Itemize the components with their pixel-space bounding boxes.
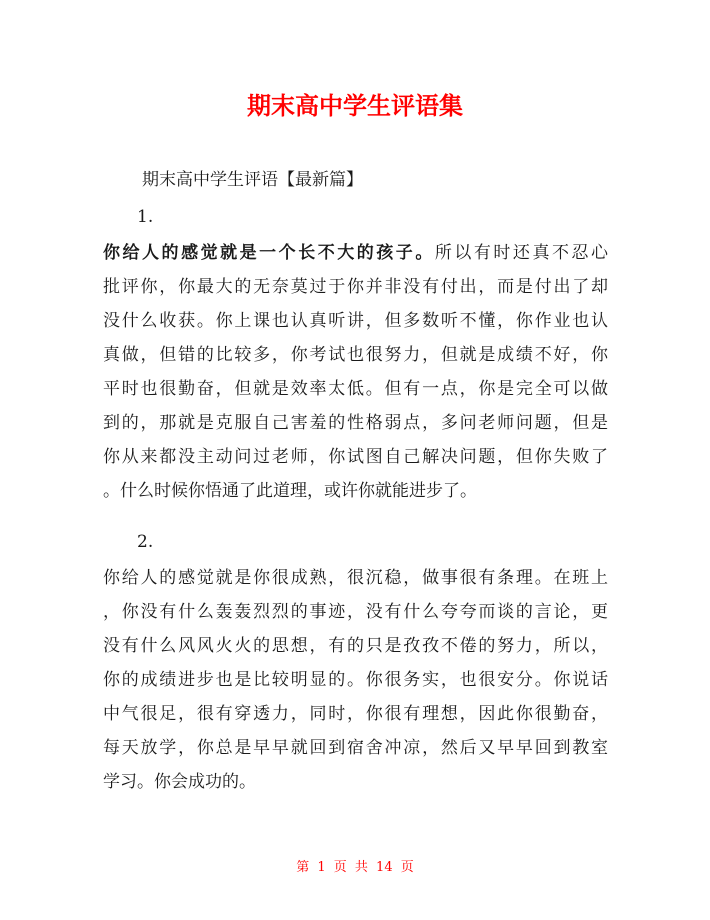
paragraph-line: 真做，但错的比较多，你考试也很努力，但就是成绩不好，你 xyxy=(103,345,608,365)
entry-number-2: 2. xyxy=(137,532,154,552)
document-subtitle: 期末高中学生评语【最新篇】 xyxy=(142,170,363,190)
paragraph-line: 你给人的感觉就是你很成熟，很沉稳，做事很有条理。在班上 xyxy=(103,568,608,588)
paragraph-line: 中气很足，很有穿透力，同时，你很有理想，因此你很勤奋， xyxy=(103,704,608,724)
paragraph-line: 到的，那就是克服自己害羞的性格弱点，多问老师问题，但是 xyxy=(103,413,608,433)
paragraph-line xyxy=(103,236,608,270)
paragraph-line: 没有什么风风火火的思想，有的只是孜孜不倦的努力，所以， xyxy=(103,636,608,656)
paragraph-line: 你的成绩进步也是比较明显的。你很务实，也很安分。你说话 xyxy=(103,670,608,690)
bold-lead-sentence: 你给人的感觉就是一个长不大的孩子。 xyxy=(103,243,435,263)
paragraph-line: 平时也很勤奋，但就是效率太低。但有一点，你是完全可以做 xyxy=(103,379,608,399)
paragraph-line: 学习。你会成功的。 xyxy=(103,772,256,792)
paragraph-line: 每天放学，你总是早早就回到宿舍冲凉，然后又早早回到教室 xyxy=(103,738,608,758)
paragraph-line: 你从来都没主动问过老师，你试图自己解决问题，但你失败了 xyxy=(103,447,608,467)
paragraph-line: ，你没有什么轰轰烈烈的事迹，没有什么夸夸而谈的言论，更 xyxy=(103,602,608,622)
page-title: 期末高中学生评语集 xyxy=(247,92,463,120)
line-text: 所以有时还真不忍心 xyxy=(434,243,608,263)
paragraph-line: 没什么收获。你上课也认真听讲，但多数听不懂，你作业也认 xyxy=(103,311,608,331)
entry-2-paragraph xyxy=(103,561,608,799)
paragraph-line: 。什么时候你悟通了此道理，或许你就能进步了。 xyxy=(103,481,477,501)
paragraph-line: 批评你，你最大的无奈莫过于你并非没有付出，而是付出了却 xyxy=(103,277,608,297)
entry-1-paragraph xyxy=(103,236,608,508)
page-footer: 第 1 页 共 14 页 xyxy=(296,860,414,875)
entry-number-1: 1. xyxy=(137,207,154,227)
